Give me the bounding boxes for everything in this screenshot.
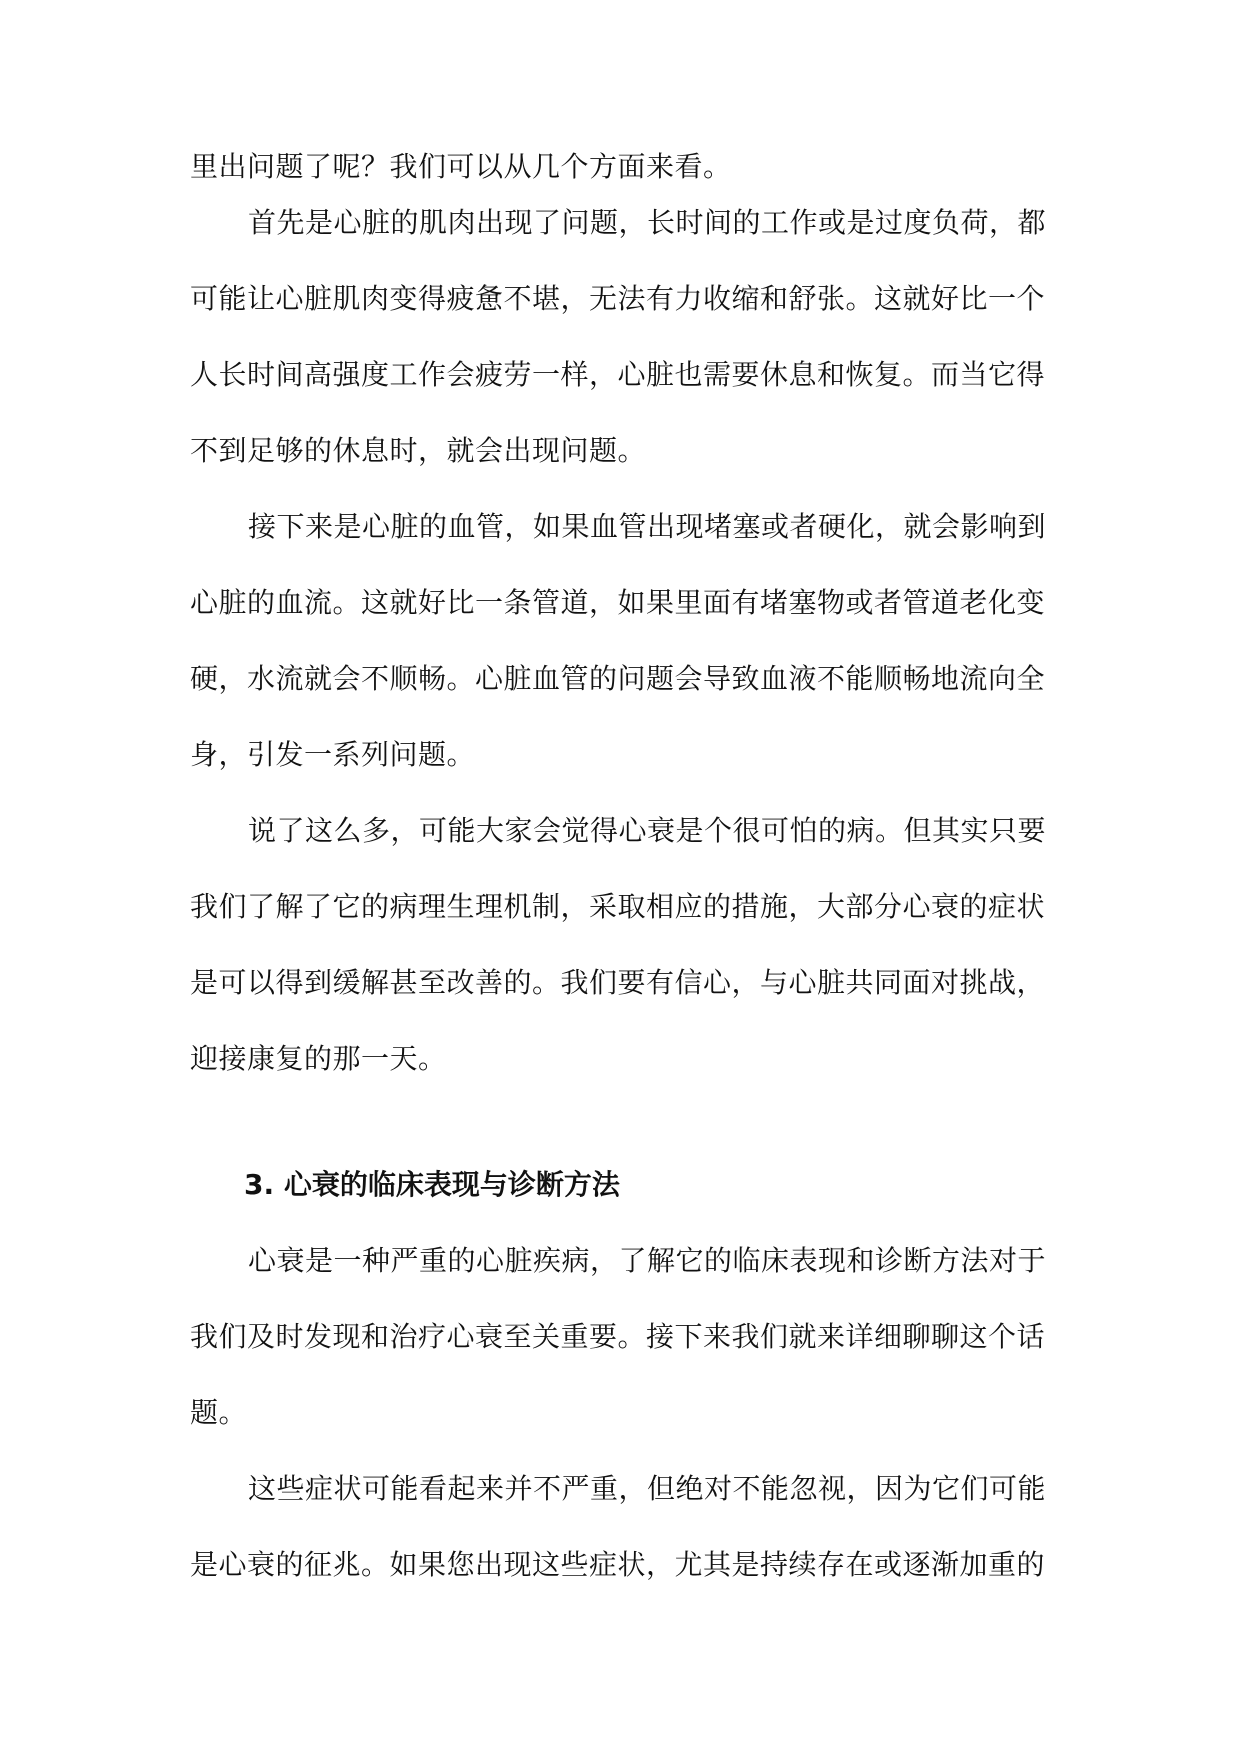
text-line: 这些症状可能看起来并不严重，但绝对不能忽视，因为它们可能 — [248, 1472, 1047, 1505]
text-line: 是可以得到缓解甚至改善的。我们要有信心，与心脏共同面对挑战， — [190, 966, 1046, 999]
text-line: 接下来是心脏的血管，如果血管出现堵塞或者硬化，就会影响到 — [248, 510, 1047, 543]
text-line: 迎接康复的那一天。 — [190, 1042, 447, 1075]
text-line: 心衰是一种严重的心脏疾病，了解它的临床表现和诊断方法对于 — [248, 1244, 1047, 1277]
text-line: 身，引发一系列问题。 — [190, 738, 476, 771]
text-line: 说了这么多，可能大家会觉得心衰是个很可怕的病。但其实只要 — [248, 814, 1047, 847]
text-line: 可能让心脏肌肉变得疲惫不堪，无法有力收缩和舒张。这就好比一个 — [190, 282, 1046, 315]
section-heading: 3. 心衰的临床表现与诊断方法 — [244, 1168, 620, 1201]
text-line: 心脏的血流。这就好比一条管道，如果里面有堵塞物或者管道老化变 — [190, 586, 1046, 619]
text-line: 是心衰的征兆。如果您出现这些症状，尤其是持续存在或逐渐加重的 — [190, 1548, 1046, 1581]
text-line: 里出问题了呢？我们可以从几个方面来看。 — [190, 150, 732, 183]
text-line: 题。 — [190, 1396, 248, 1429]
text-line: 人长时间高强度工作会疲劳一样，心脏也需要休息和恢复。而当它得 — [190, 358, 1046, 391]
text-line: 不到足够的休息时，就会出现问题。 — [190, 434, 647, 467]
text-line: 硬，水流就会不顺畅。心脏血管的问题会导致血液不能顺畅地流向全 — [190, 662, 1046, 695]
text-line: 我们了解了它的病理生理机制，采取相应的措施，大部分心衰的症状 — [190, 890, 1046, 923]
text-line: 首先是心脏的肌肉出现了问题，长时间的工作或是过度负荷，都 — [248, 206, 1047, 239]
text-line: 我们及时发现和治疗心衰至关重要。接下来我们就来详细聊聊这个话 — [190, 1320, 1046, 1353]
